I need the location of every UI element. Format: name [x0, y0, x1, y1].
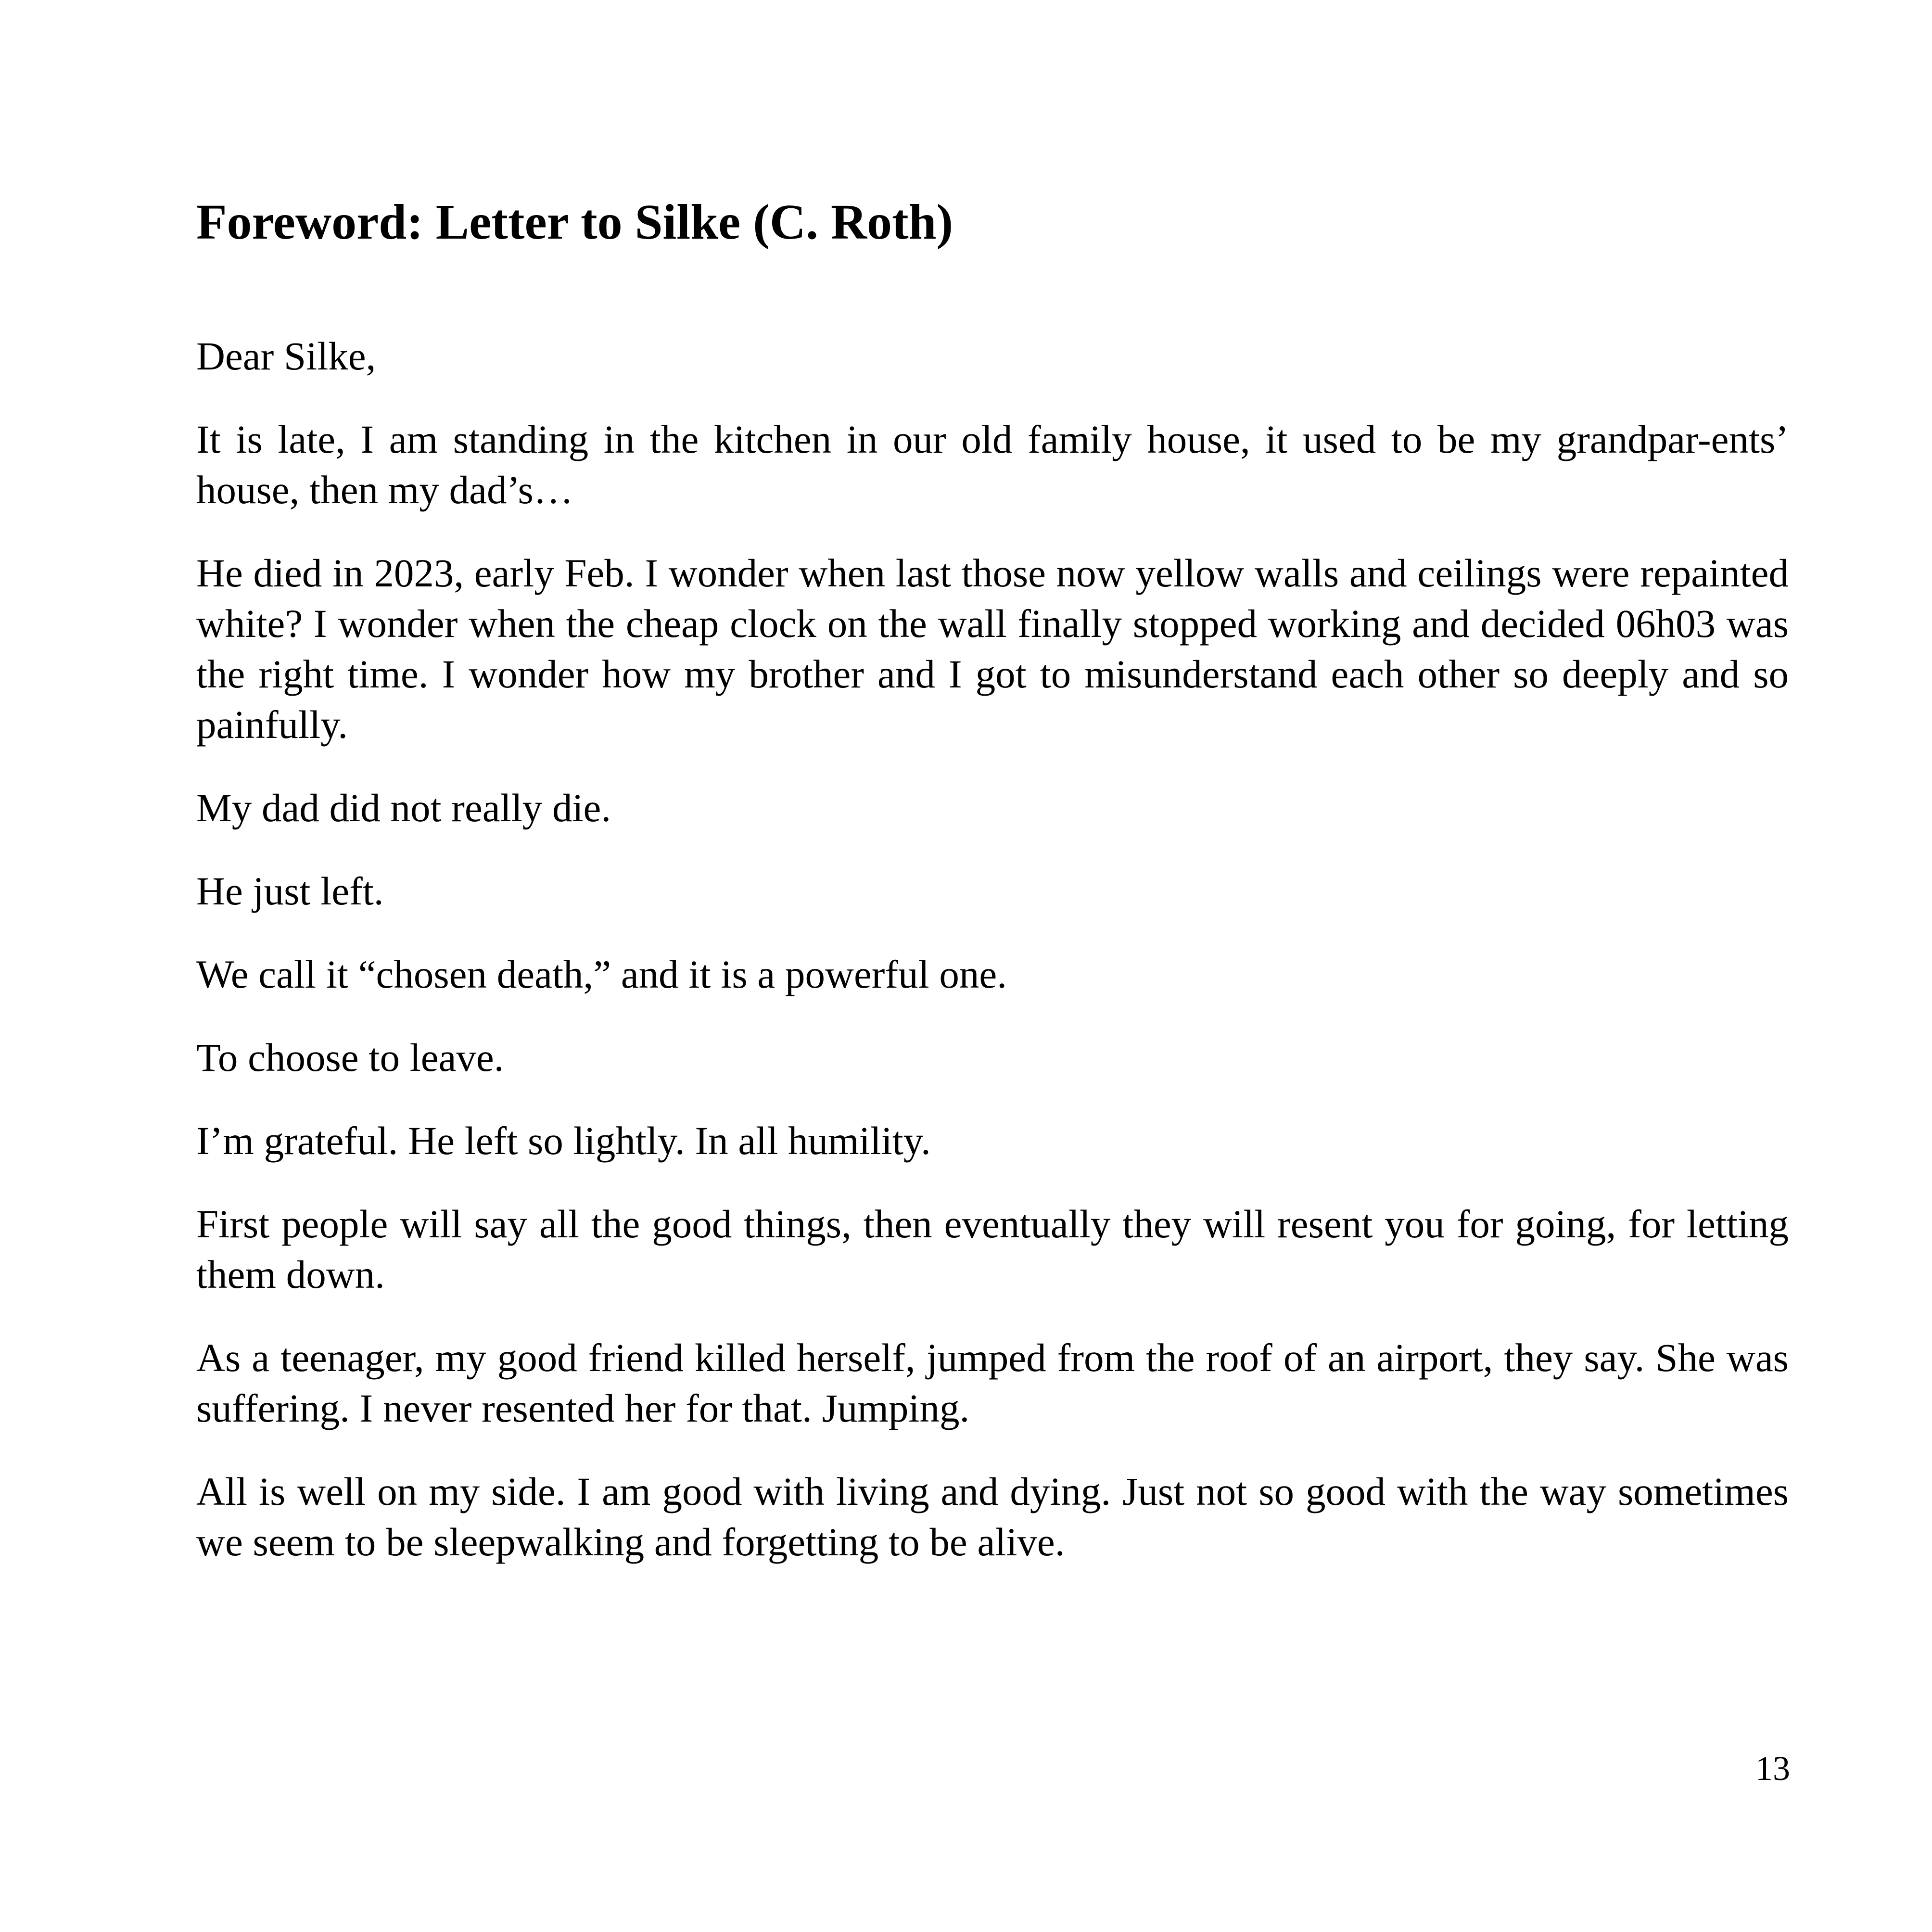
paragraph-died: He died in 2023, early Feb. I wonder when last those now yellow walls and ceilings were repainted white? I wonder when the cheap clock on the wall finally stopped working and decided 06h03 was the right time. I wonder how my brother and I got to misunderstand each other so deeply and so painfully.: [196, 550, 1789, 747]
page-number: 13: [1755, 1749, 1790, 1788]
paragraph-just-left: He just left.: [196, 868, 384, 913]
paragraph-all-is-well: All is well on my side. I am good with living and dying. Just not so good with the way sometimes we seem to be sleepwalking and forgetting to be alive.: [196, 1469, 1789, 1564]
page-content: [196, 192, 1789, 1600]
paragraph-teenager-friend: As a teenager, my good friend killed herself, jumped from the roof of an airport, they say. She was suffering. I never resented her for that. Jumping.: [196, 1335, 1789, 1430]
paragraph-people-resent: First people will say all the good things, then eventually they will resent you for going, for letting them down.: [196, 1201, 1789, 1296]
paragraph-did-not-die: My dad did not really die.: [196, 785, 611, 830]
page-title: Foreword: Letter to Silke (C. Roth): [196, 194, 953, 250]
paragraph-grateful: I’m grateful. He left so lightly. In all humility.: [196, 1118, 931, 1163]
paragraph-kitchen: It is late, I am standing in the kitchen in our old family house, it used to be my grandpar-ents’ house, then my dad’s…: [196, 417, 1789, 512]
paragraph-chosen-death: We call it “chosen death,” and it is a powerful one.: [196, 952, 1007, 996]
paragraph-choose-to-leave: To choose to leave.: [196, 1035, 504, 1080]
paragraph-salutation: Dear Silke,: [196, 333, 376, 378]
